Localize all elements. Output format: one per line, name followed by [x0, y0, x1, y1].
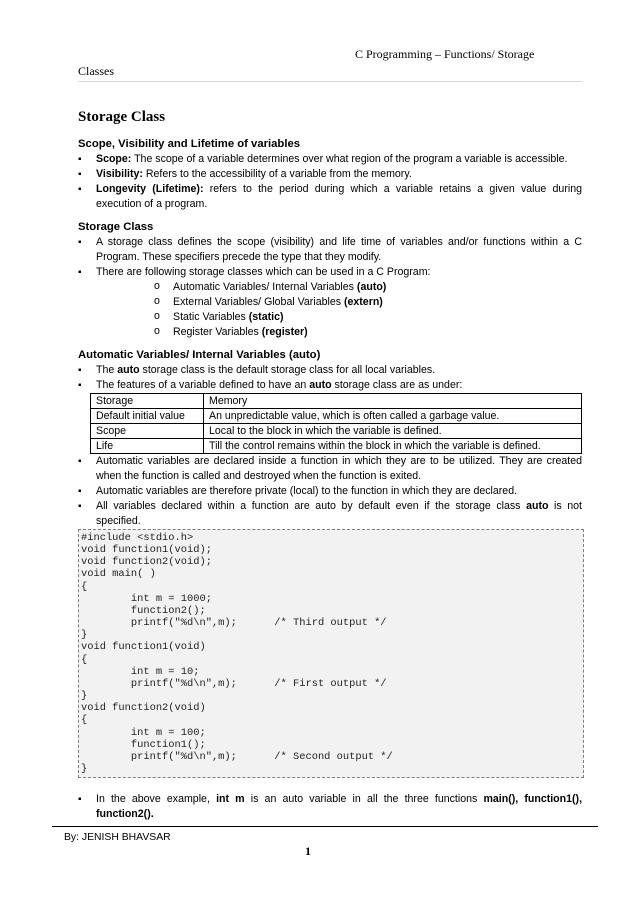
- table-row: Scope Local to the block in which the variable is defined.: [91, 424, 582, 439]
- list-item: ▪ Visibility: Refers to the accessibility of a variable from the memory.: [78, 167, 582, 182]
- list-item: ▪ The auto storage class is the default storage class for all local variables.: [78, 363, 582, 378]
- running-header-title: C Programming – Functions/ Storage: [355, 47, 535, 61]
- footer-divider: [52, 826, 598, 827]
- header-divider: [78, 81, 582, 82]
- auto-heading: Automatic Variables/ Internal Variables (auto): [78, 349, 321, 361]
- list-item: o Automatic Variables/ Internal Variables (auto): [154, 280, 582, 295]
- list-item: ▪ Longevity (Lifetime): refers to the period during which a variable retains a given value during execution of a program.: [78, 182, 582, 212]
- list-item: o Static Variables (static): [154, 310, 582, 325]
- scope-list: [78, 152, 582, 212]
- list-item: ▪ Automatic variables are declared inside a function in which they are to be utilized. They are created when the function is called and destroyed when the function is exited.: [78, 454, 582, 484]
- list-item: o External Variables/ Global Variables (extern): [154, 295, 582, 310]
- list-item: ▪ Automatic variables are therefore private (local) to the function in which they are declared.: [78, 484, 582, 499]
- list-item: o Register Variables (register): [154, 325, 582, 340]
- list-item: ▪ In the above example, int m is an auto variable in all the three functions main(), function1(), function2().: [78, 792, 582, 822]
- storage-class-types: [96, 280, 582, 340]
- list-item: ▪ All variables declared within a function are auto by default even if the storage class auto is not specified.: [78, 499, 582, 529]
- auto-features-table: [90, 393, 582, 454]
- running-header-continued: Classes: [78, 64, 114, 78]
- auto-list: [78, 363, 582, 393]
- table-row: Life Till the control remains within the block in which the variable is defined.: [91, 439, 582, 454]
- storage-class-heading: Storage Class: [78, 221, 154, 233]
- list-item: ▪ There are following storage classes which can be used in a C Program: o Automatic Variables/ Internal Variables (auto) o External Variables/ Global Variables (extern) o Static Variables (static) o Register Variables (register): [78, 265, 582, 340]
- table-row: Storage Memory: [91, 394, 582, 409]
- list-item: ▪ Scope: The scope of a variable determines over what region of the program a variable is accessible.: [78, 152, 582, 167]
- storage-class-list: [78, 235, 582, 340]
- page-number: 1: [305, 844, 311, 858]
- document-body: [78, 137, 582, 822]
- example-explanation-list: [78, 792, 582, 822]
- footer-author: By: JENISH BHAVSAR: [64, 832, 171, 843]
- list-item: ▪ The features of a variable defined to have an auto storage class are as under:: [78, 378, 582, 393]
- table-row: Default initial value An unpredictable value, which is often called a garbage value.: [91, 409, 582, 424]
- code-example: #include <stdio.h> void function1(void); void function2(void); void main( ) { int m = 1000; function2(); printf("%d\n",m); /* Third output */ } void function1(void) { int m = 10; printf("%d\n",m); /* First output */ } void function2(void) { int m = 100; function1(); printf("%d\n",m); /* Second output */ }: [78, 529, 584, 778]
- scope-heading: Scope, Visibility and Lifetime of variables: [78, 138, 301, 150]
- list-item: ▪ A storage class defines the scope (visibility) and life time of variables and/or functions within a C Program. These specifiers precede the type that they modify.: [78, 235, 582, 265]
- page-title: Storage Class: [78, 109, 166, 125]
- auto-notes-list: [78, 454, 582, 529]
